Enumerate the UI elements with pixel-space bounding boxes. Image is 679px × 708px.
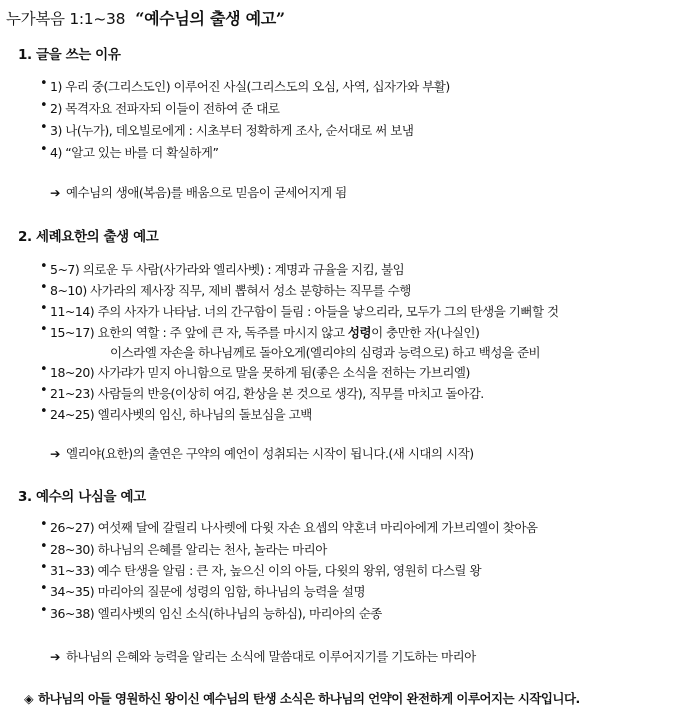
list-item: • 18~20) 사가랴가 믿지 아니함으로 말을 못하게 됨(좋은 소식을 전하는 가브리엘)	[40, 362, 470, 380]
bullet: •	[40, 383, 48, 398]
title-text: 예수님의 출생 예고	[144, 9, 276, 28]
bullet: •	[40, 603, 48, 618]
list-item: • 2) 목격자요 전파자되 이들이 전하여 준 대로	[40, 98, 280, 116]
bullet: •	[40, 301, 48, 316]
bullet: •	[40, 560, 48, 575]
bullet: •	[40, 362, 48, 377]
list-item: • 36~38) 엘리사벳의 임신 소식(하나님의 능하심), 마리아의 순종	[40, 603, 382, 621]
section-3-conclusion: ➔ 하나님의 은혜와 능력을 알리는 소식에 말씀대로 이루어지기를 기도하는 마리아	[50, 649, 476, 664]
diamond-icon: ◈	[24, 691, 34, 706]
section-3-heading: 3. 예수의 나심을 예고	[18, 489, 146, 505]
close-quote: ”	[275, 9, 285, 28]
list-item: • 34~35) 마리아의 질문에 성령의 임함, 하나님의 능력을 설명	[40, 581, 366, 599]
list-item: • 24~25) 엘리사벳의 임신, 하나님의 돌보심을 고백	[40, 404, 312, 422]
list-item: • 1) 우리 중(그리스도인) 이루어진 사실(그리스도의 오심, 사역, 십자가와 부활)	[40, 76, 450, 94]
arrow-icon: ➔	[50, 649, 60, 664]
list-item: • 28~30) 하나님의 은혜를 알리는 천사, 놀라는 마리아	[40, 539, 327, 557]
open-quote: “	[135, 9, 145, 28]
section-2-heading: 2. 세례요한의 출생 예고	[18, 229, 159, 245]
bullet: •	[40, 280, 48, 295]
bullet: •	[40, 322, 48, 337]
section-1-conclusion: ➔ 예수님의 생애(복음)를 배움으로 믿음이 굳세어지게 됨	[50, 185, 347, 200]
bullet: •	[40, 76, 48, 91]
closing-statement: ◈ 하나님의 아들 영원하신 왕이신 예수님의 탄생 소식은 하나님의 언약이 완전하게 이루어지는 시작입니다.	[24, 691, 580, 706]
list-item: • 11~14) 주의 사자가 나타남. 너의 간구함이 들림 : 아들을 낳으리라, 모두가 그의 탄생을 기뻐할 것	[40, 301, 559, 319]
bullet: •	[40, 581, 48, 596]
bullet: •	[40, 142, 48, 157]
list-item: • 3) 나(누가), 데오빌로에게 : 시초부터 정확하게 조사, 순서대로 써 보냄	[40, 120, 414, 138]
scripture-reference: 누가복음 1:1~38	[6, 10, 126, 28]
bullet: •	[40, 259, 48, 274]
arrow-icon: ➔	[50, 185, 60, 200]
list-item: • 5~7) 의로운 두 사람(사가라와 엘리사벳) : 계명과 규율을 지킴, 불임	[40, 259, 405, 277]
list-item: • 15~17) 요한의 역할 : 주 앞에 큰 자, 독주를 마시지 않고 성령이 충만한 자(나실인)	[40, 322, 480, 340]
list-item: • 26~27) 여섯째 달에 갈릴리 나사렛에 다윗 자손 요셉의 약혼녀 마리아에게 가브리엘이 찾아옴	[40, 517, 538, 535]
bullet: •	[40, 120, 48, 135]
arrow-icon: ➔	[50, 446, 60, 461]
list-item: • 31~33) 예수 탄생을 알림 : 큰 자, 높으신 이의 아들, 다윗의 왕위, 영원히 다스릴 왕	[40, 560, 482, 578]
section-1-heading: 1. 글을 쓰는 이유	[18, 47, 121, 63]
page-title	[6, 6, 285, 29]
bullet: •	[40, 404, 48, 419]
section-2-conclusion: ➔ 엘리야(요한)의 출연은 구약의 예언이 성취되는 시작이 됩니다.(새 시대의 시작)	[50, 446, 474, 461]
list-item: • 21~23) 사람들의 반응(이상히 여김, 환상을 본 것으로 생각), 직무를 마치고 돌아감.	[40, 383, 484, 401]
list-item: • 4) “알고 있는 바를 더 확실하게”	[40, 142, 219, 160]
bullet: •	[40, 517, 48, 532]
list-item: • 8~10) 사가라의 제사장 직무, 제비 뽑혀서 성소 분향하는 직무를 수행	[40, 280, 411, 298]
bullet: •	[40, 98, 48, 113]
emphasis-holy-spirit: 성령	[347, 325, 372, 340]
bullet: •	[40, 539, 48, 554]
list-item-continuation: 이스라엘 자손을 하나님께로 돌아오게(엘리야의 심령과 능력으로) 하고 백성을 준비	[110, 345, 541, 360]
